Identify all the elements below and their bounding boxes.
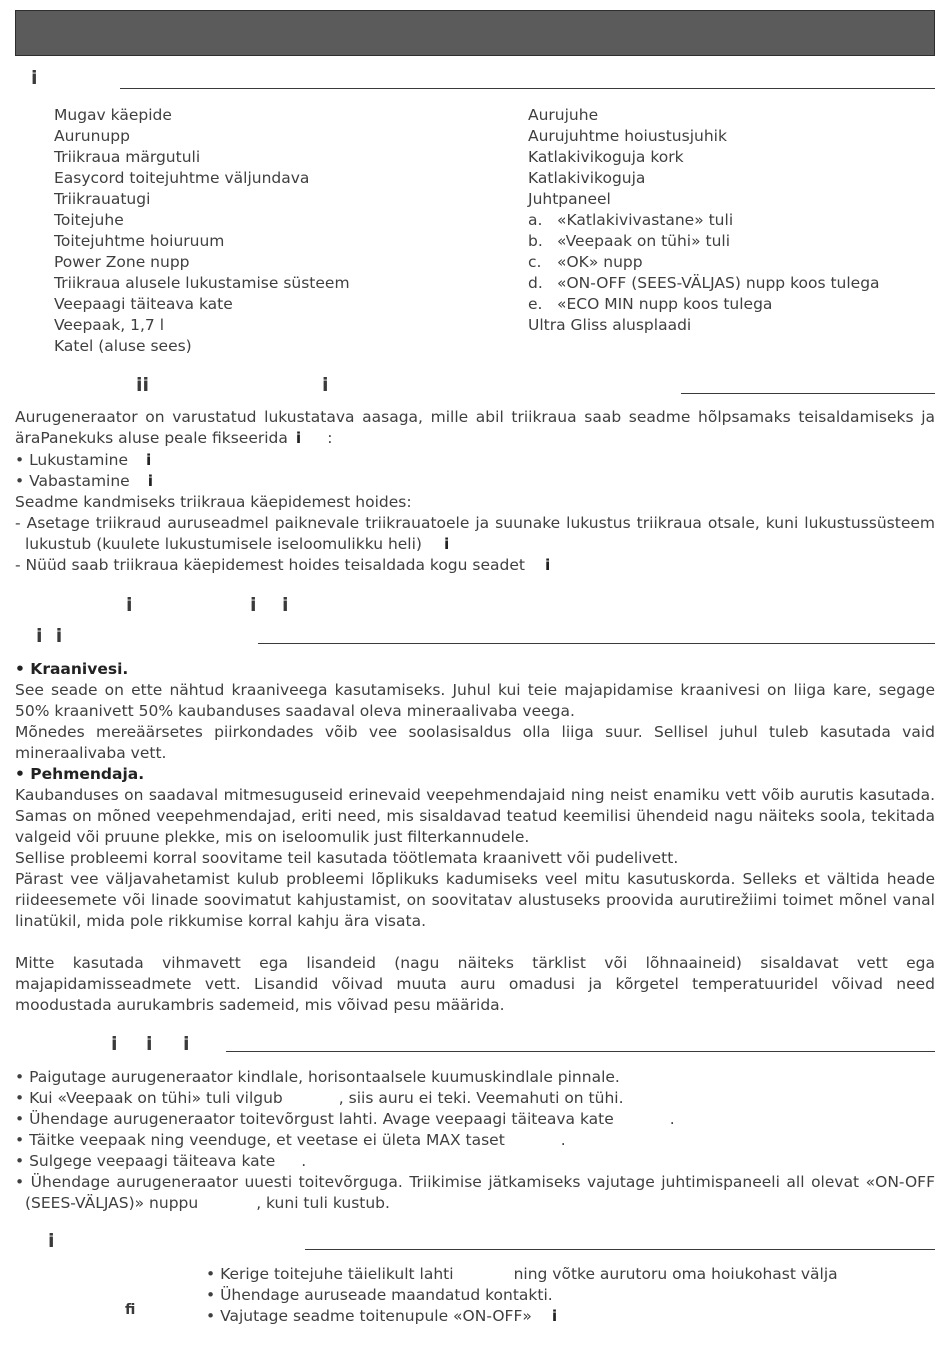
list-item: Veepaagi täiteava kate xyxy=(54,295,233,313)
section-marker: i xyxy=(282,594,289,616)
list-item: Aurunupp xyxy=(54,127,130,145)
section-marker: i xyxy=(31,67,38,89)
section-marker: i xyxy=(250,594,257,616)
list-item: Toitejuhe xyxy=(54,211,124,229)
lock-intro: Aurugeneraator on varustatud lukustatava aasaga, mille abil triikraua saab seadme hõlpsamaks teisaldamiseks ja äraPanekuks aluse peale fikseerida i : xyxy=(15,408,935,447)
unlock-item: • Vabastamine i xyxy=(15,472,154,490)
start-step: • Vajutage seadme toitenupule «ON-OFF» i xyxy=(206,1307,558,1325)
list-item: Veepaak, 1,7 l xyxy=(54,316,165,334)
start-step: • Kerige toitejuhe täielikult lahti ning võtke aurutoru oma hoiukohast välja xyxy=(206,1265,838,1283)
list-item: Easycord toitejuhtme väljundava xyxy=(54,169,310,187)
carry-step-1-cont: lukustub (kuulete lukustumisele iseloomulikku heli) i xyxy=(25,535,450,553)
control-panel-item: e. «ECO MIN nupp koos tulega xyxy=(528,295,773,313)
softener-paragraph: Sellise probleemi korral soovitame teil kasutada töötlemata kraanivett või pudelivett. xyxy=(15,849,679,867)
header-bar xyxy=(15,10,935,56)
softener-paragraph: Pärast vee väljavahetamist kulub probleemi lõplikuks kadumiseks veel mitu kasutuskorda. Selleks et vältida heade riideesemete või linade soovimatut kahjustamist, on soovitatav alustuseks proovida aurutirežiimi toimet mõnel vanal linatükil, mida pole rikkumise korral kahju ära visata. xyxy=(15,870,935,930)
section-marker: i xyxy=(48,1230,55,1252)
fill-step: • Ühendage aurugeneraator uuesti toitevõrguga. Triikimise jätkamiseks vajutage juhtimispaneeli all olevat «ON-OFF xyxy=(15,1173,935,1191)
list-item: Ultra Gliss alusplaadi xyxy=(528,316,692,334)
list-item: Katlakivikoguja xyxy=(528,169,646,187)
softener-heading: • Pehmendaja. xyxy=(15,765,145,783)
fill-step-cont: (SEES-VÄLJAS)» nuppu , kuni tuli kustub. xyxy=(25,1194,390,1212)
carry-step-1: - Asetage triikraud auruseadmel paiknevale triikrauatoele ja suunake lukustus triikraua otsale, kuni lukustussüsteem xyxy=(15,514,935,532)
tap-water-heading: • Kraanivesi. xyxy=(15,660,129,678)
list-item: Juhtpaneel xyxy=(528,190,611,208)
list-item: Katel (aluse sees) xyxy=(54,337,192,355)
section-marker: i xyxy=(126,594,133,616)
fill-step: • Kui «Veepaak on tühi» tuli vilgub , siis auru ei teki. Veemahuti on tühi. xyxy=(15,1089,624,1107)
control-panel-item: b. «Veepaak on tühi» tuli xyxy=(528,232,731,250)
fill-step: • Ühendage aurugeneraator toitevõrgust lahti. Avage veepaagi täiteava kate . xyxy=(15,1110,675,1128)
list-item: Power Zone nupp xyxy=(54,253,190,271)
control-panel-item: a. «Katlakivivastane» tuli xyxy=(528,211,734,229)
section-marker: i i xyxy=(36,625,63,647)
carry-heading: Seadme kandmiseks triikraua käepidemest hoides: xyxy=(15,493,412,511)
fill-step: • Paigutage aurugeneraator kindlale, horisontaalsele kuumuskindlale pinnale. xyxy=(15,1068,620,1086)
tap-water-paragraph: Mõnedes mereäärsetes piirkondades võib vee soolasisaldus olla liiga suur. Sellisel juhul tuleb kasutada vaid mineraalivaba vett. xyxy=(15,723,935,762)
section-marker: i xyxy=(322,374,329,396)
section-rule xyxy=(305,1249,935,1250)
parts-list-right xyxy=(528,105,880,336)
control-panel-item: d. «ON-OFF (SEES-VÄLJAS) nupp koos tulega xyxy=(528,274,880,292)
section-marker: i xyxy=(146,1033,153,1055)
section-marker: i xyxy=(111,1033,118,1055)
list-item: Triikrauatugi xyxy=(54,190,151,208)
list-item: Aurujuhe xyxy=(528,106,599,124)
list-item: Katlakivikoguja kork xyxy=(528,148,684,166)
start-step: • Ühendage auruseade maandatud kontakti. xyxy=(206,1286,553,1304)
fill-step: • Täitke veepaak ning veenduge, et veetase ei ületa MAX taset . xyxy=(15,1131,566,1149)
section-rule xyxy=(681,393,935,394)
tap-water-paragraph: See seade on ette nähtud kraaniveega kasutamiseks. Juhul kui teie majapidamise kraanivesi on liiga kare, segage 50% kraanivett 50% kaubanduses saadaval oleva mineraalivaba veega. xyxy=(15,681,935,720)
control-panel-item: c. «OK» nupp xyxy=(528,253,643,271)
section-rule xyxy=(258,643,935,644)
list-item: Toitejuhtme hoiuruum xyxy=(54,232,225,250)
list-item: Mugav käepide xyxy=(54,106,172,124)
lock-item: • Lukustamine i xyxy=(15,451,152,469)
section-marker: i xyxy=(183,1033,190,1055)
list-item: Triikraua alusele lukustamise süsteem xyxy=(54,274,350,292)
section-rule xyxy=(120,88,935,89)
fill-step: • Sulgege veepaagi täiteava kate . xyxy=(15,1152,307,1170)
parts-list-left xyxy=(54,105,350,357)
list-item: Aurujuhtme hoiustusjuhik xyxy=(528,127,727,145)
list-item: Triikraua märgutuli xyxy=(54,148,201,166)
section-marker: ii xyxy=(136,374,150,396)
carry-step-2: - Nüüd saab triikraua käepidemest hoides teisaldada kogu seadet i xyxy=(15,556,551,574)
ligature-mark: ﬁ xyxy=(125,1302,136,1318)
softener-paragraph: Kaubanduses on saadaval mitmesuguseid erinevaid veepehmendajaid ning neist enamiku vett võib aurutis kasutada. Samas on mõned veepehmendajad, eriti need, mis sisaldavad teatud keemilisi ühendeid nagu näiteks soola, tekitada valgeid või pruune plekke, mis on iseloomulik just filterkannudele. xyxy=(15,786,935,846)
warning-paragraph: Mitte kasutada vihmavett ega lisandeid (nagu näiteks tärklist või lõhnaaineid) sisaldavat vett ega majapidamisseadmete vett. Lisandid võivad muuta auru omadusi ja kõrgetel temperatuuridel võivad need moodustada aurukambris sademeid, mis võivad pesu määrida. xyxy=(15,954,935,1014)
section-rule xyxy=(226,1051,935,1052)
